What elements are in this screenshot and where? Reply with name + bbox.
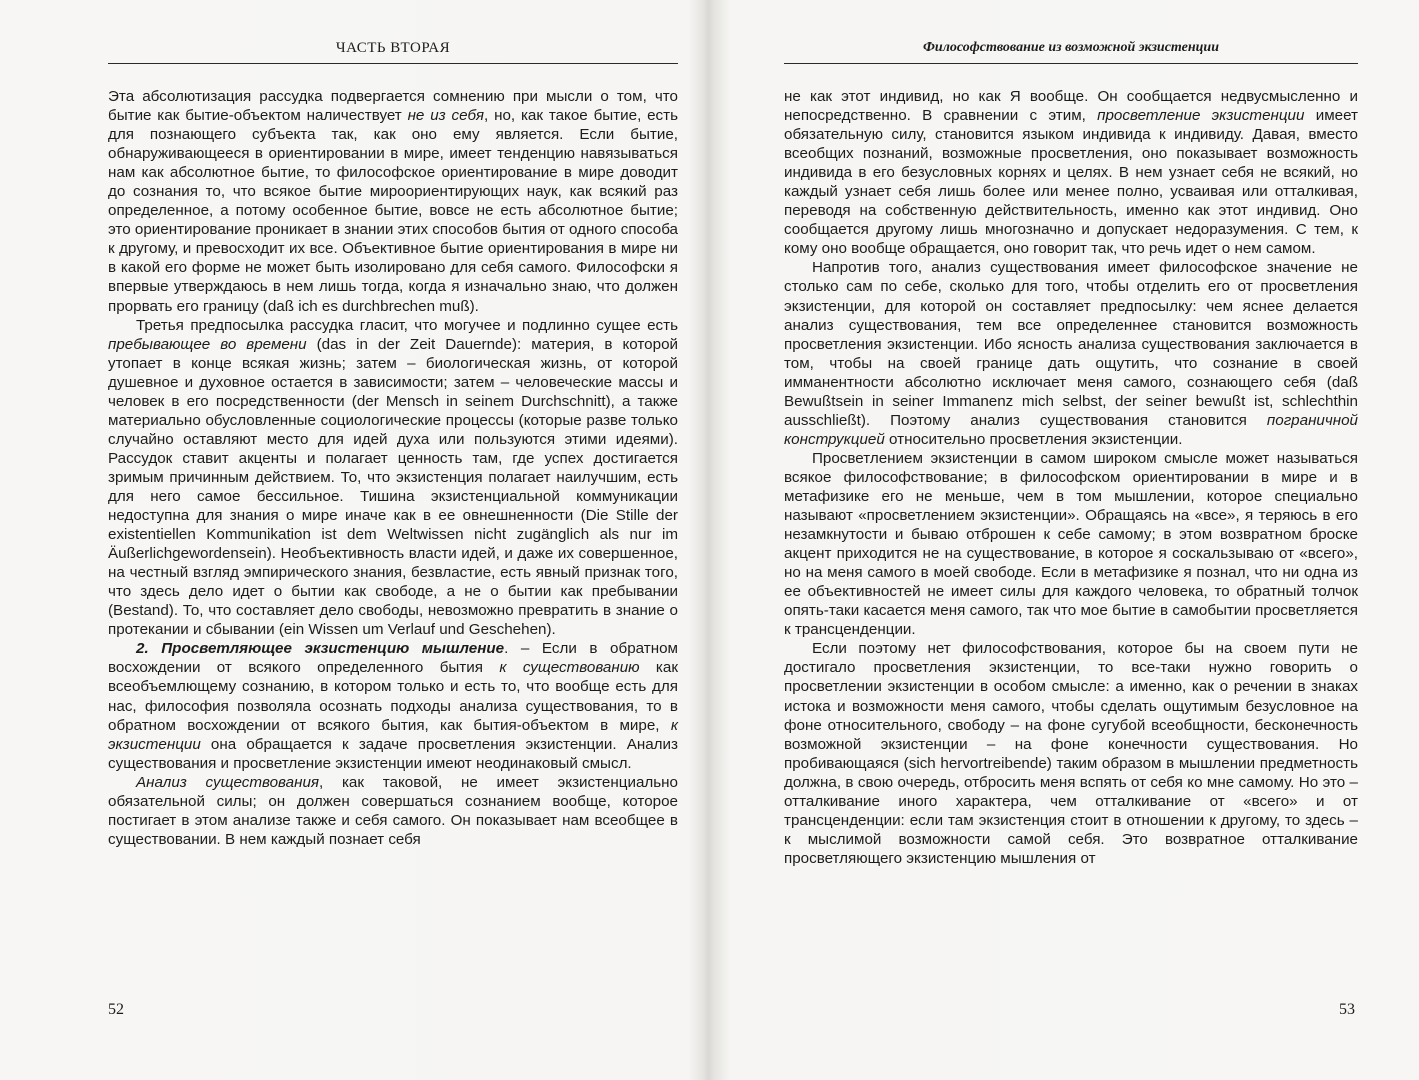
italic-emphasis: 2. Просветляющее экзистенцию мышление bbox=[136, 640, 505, 658]
italic-emphasis: к существованию bbox=[499, 659, 640, 677]
paragraph: Напротив того, анализ существования имеет философское значение не столько сам по себе, сколько для того, чтобы отделить его от просветления экзистенции, для которой он составляет предпосылку: чем яснее делается анализ существования, тем все определеннее становится возможность просветления экзистенции. Ибо ясность анализа существования заключается в том, чтобы на своей границе дать ощутить, что сознание в своей имманентности абсолютно исключает меня самого, сознающего себя (daß Bewußtsein in seiner Immanenz mich selbst, der seiner bewußt ist, schlechthin ausschließt). Поэтому анализ существования становится пограничной конструкцией относительно просветления экзистенции. bbox=[784, 259, 1358, 448]
paragraph: 2. Просветляющее экзистенцию мышление. – Если в обратном восхождении от всякого определенного бытия к существованию как всеобъемлющему сознанию, в котором только и есть то, что вообще есть для нас, философия позволяла осознать подходы анализа существования, то в обратном восхождении от всякого бытия, как бытия-объектом в мире, к экзистенции она обращается к задаче просветления экзистенции. Анализ существования и просветление экзистенции имеют неодинаковый смысл. bbox=[108, 640, 678, 772]
header-rule-left bbox=[108, 63, 678, 64]
left-page-text bbox=[108, 87, 678, 849]
paragraph: не как этот индивид, но как Я вообще. Он сообщается недвусмысленно и непосредственно. В сравнении с этим, просветление экзистенции имеет обязательную силу, становится языком индивида к индивиду. Давая, вместо всеобщих познаний, возможные просветления, оно показывает возможность индивида в его безусловных корнях и целях. В нем узнает себя не всякий, но каждый узнает себя лишь более или менее полно, усваивая или отталкивая, переводя на собственную действительность, именно как этот индивид. Оно сообщается другому лишь многозначно и допускает недоразумения. С тем, к кому оно вообще обращается, оно говорит так, что речь идет о нем самом. bbox=[784, 88, 1358, 258]
section-heading-inline bbox=[136, 640, 504, 657]
italic-emphasis: просветление экзистенции bbox=[1097, 107, 1305, 125]
italic-emphasis: не из себя bbox=[407, 107, 485, 125]
paragraph: Если поэтому нет философствования, которое бы на своем пути не достигало просветления экзистенции, то все-таки нужно говорить о просветлении экзистенции в особом смысле: а именно, как о речении в знаках истока и возможности меня самого, чтобы сделать ощутимым безусловное на фоне относительного, свободу – на фоне сугубой всеобщности, бесконечность возможной экзистенции – на фоне конечности существования. Но пробивающаяся (sich hervortreibende) таким образом в мышлении предметность должна, в свою очередь, отбросить меня вспять от себя ко мне самому. Но это – отталкивание иного характера, чем отталкивание от «всего» и от трансценденции: если там экзистенция стоит в отношении к другому, то здесь – к мыслимой возможности самой себя. Это возвратное отталкивание просветляющего экзистенцию мышления от bbox=[784, 640, 1358, 867]
right-page bbox=[710, 0, 1419, 1080]
page-number-right: 53 bbox=[1339, 1001, 1355, 1018]
left-page bbox=[0, 0, 709, 1080]
italic-emphasis: к экзистенции bbox=[108, 716, 678, 753]
paragraph: Просветлением экзистенции в самом широком смысле может называться всякое философствование; в философском ориентировании в мире и в метафизике его не меньше, чем в том мышлении, которое специально называют «просветлением экзистенции». Обращаясь на «все», я теряюсь в его незамкнутости и бываю отброшен к себе самому; в этом возвратном броске акцент приходится не на существование, в которое я соскальзываю от «всего», но на меня самого в моей свободе. Если в метафизике я познал, что ни одна из ее объективностей не имеет силы для каждого человека, то обратный толчок опять-таки касается меня самого, так что мое бытие в самобытии просветляется к трансценденции. bbox=[784, 449, 1358, 639]
paragraph: Эта абсолютизация рассудка подвергается сомнению при мысли о том, что бытие как бытие-объектом наличествует не из себя, но, как такое бытие, есть для познающего субъекта так, как оно ему является. Если бытие, обнаруживающееся в ориентировании в мире, имеет тенденцию навязываться нам как абсолютное бытие, то философское ориентирование в мире доводит до сознания то, что всякое бытие мироориентирующих наук, как всякий раз определенное, а потому особенное бытие, вовсе не есть абсолютное бытие; это ориентирование проникает в знании этих способов бытия от одного способа к другому, и превосходит их все. Объективное бытие ориентирования в мире ни в какой его форме не может быть изолировано для себя самого. Философски я впервые утверждаюсь в нем лишь тогда, когда я изначально знаю, что должен прорвать его границу (daß ich es durchbrechen muß). bbox=[108, 88, 679, 315]
paragraph: Третья предпосылка рассудка гласит, что могучее и подлинно сущее есть пребывающее во времени (das in der Zeit Dauernde): материя, в которой утопает в конце всякая жизнь; затем – биологическая жизнь, от которой душевное и духовное остается в зависимости; затем – человеческие массы и человек в его посредственности (der Mensch in seinem Durchschnitt), а также материально обусловленные социологические процессы (которые разве только случайно оставляют место для идей духа или пользуются этими идеями). Рассудок ставит акценты и полагает ценность там, где успех достигается зримым причинным действием. То, что экзистенция полагает наилучшим, есть для него самое бессильное. Тишина экзистенциальной коммуникации недоступна для знания о мире иначе как в ее овнешненности (Die Stille der existentiellen Kommunikation ist dem Weltwissen nicht zugänglich als nur im Äußerlichgewordensein). Необъективность власти идей, и даже их совершенное, на честный взгляд эмпирического знания, безвластие, есть явный признак того, что здесь дело идет о бытии как свободе, а не о бытии как пребывании (Bestand). То, что составляет дело свободы, невозможно превратить в знание о протекании и сбывании (ein Wissen um Verlauf und Geschehen). bbox=[108, 316, 678, 639]
italic-emphasis: Анализ существования bbox=[136, 773, 320, 791]
page-number-left: 52 bbox=[108, 1001, 124, 1018]
header-rule-right bbox=[784, 63, 1358, 64]
paragraph: Анализ существования, как таковой, не имеет экзистенциально обязательной силы; он должен совершаться сознанием вообще, которое постигает в этом анализе также и себя самого. Он показывает нам всеобщее в существовании. В нем каждый познает себя bbox=[108, 773, 678, 848]
running-head-left: ЧАСТЬ ВТОРАЯ bbox=[335, 40, 451, 56]
running-head-right: Философствование из возможной экзистенции bbox=[923, 40, 1219, 55]
italic-emphasis: пребывающее во времени bbox=[108, 335, 307, 353]
right-page-text bbox=[784, 87, 1358, 868]
italic-emphasis: пограничной конструкцией bbox=[784, 411, 1358, 448]
